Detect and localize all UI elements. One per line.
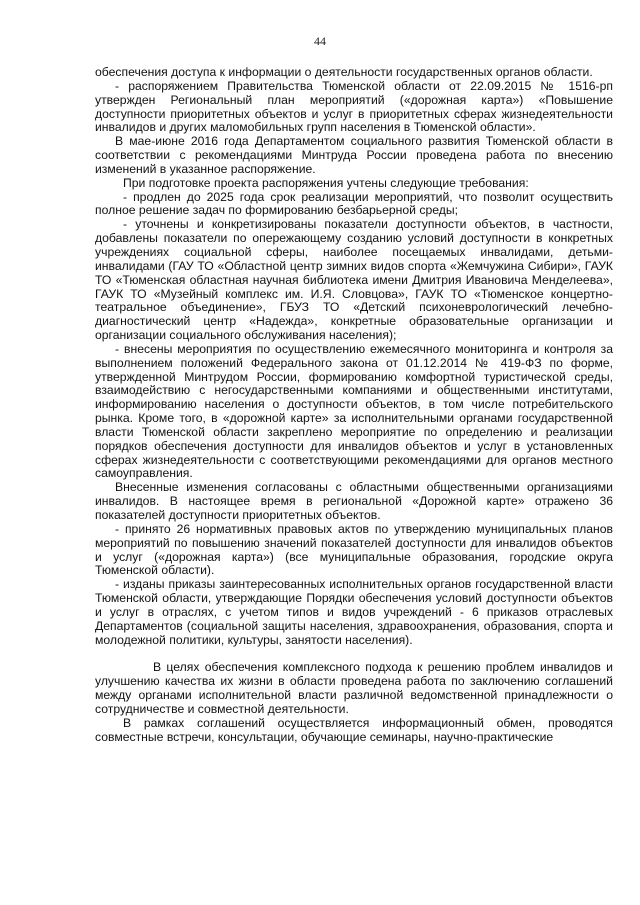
paragraph-orders-issued: - изданы приказы заинтересованных исполнительных органов государственной власти Тюменской области, утверждающие Порядки обеспечения условий доступности объектов и услуг в отраслях, с учетом типов и видов учреждений - 6 приказов отраслевых Департаментов (социальной защиты населения, здравоохранения, образования, спорта и молодежной политики, культуры, занятости населения). (95, 577, 613, 647)
paragraph-acts-adopted: - принято 26 нормативных правовых актов по утверждению муниципальных планов мероприятий по повышению значений показателей доступности для инвалидов объектов и услуг («дорожная карта») (все муниципальные образования, городские округа Тюменской области). (95, 521, 613, 578)
paragraph-agreed: Внесенные изменения согласованы с областными общественными организациями инвалидов. В настоящее время в региональной «Дорожной карте» отражено 36 показателей доступности приоритетных объектов. (95, 480, 613, 522)
paragraph-requirements-intro: При подготовке проекта распоряжения учтены следующие требования: (123, 175, 529, 190)
paragraph-measures: - внесены мероприятия по осуществлению ежемесячного мониторинга и контроля за выполнением положений Федерального закона от 01.12.2014 № 419-ФЗ по форме, утвержденной Минтрудом России, формированию комфортной туристической среды, взаимодействию с негосударственными компаниями и общественными институтами, информированию населения о доступности объектов, в том числе потребительского рынка. Кроме того, в «дорожной карте» за исполнительными органами государственной власти Тюменской области закреплено мероприятие по определению и реализации порядков обеспечения доступности для инвалидов объектов и услуг в установленных сферах жизнедеятельности с соответствующими рекомендациями для органов местного самоуправления. (95, 341, 613, 481)
paragraph-comprehensive-approach: В целях обеспечения комплексного подхода к решению проблем инвалидов и улучшению качества их жизни в области проведена работа по заключению соглашений между органами исполнительной власти различной ведомственной принадлежности о сотрудничестве и совместной деятельности. (95, 660, 613, 716)
paragraph-continuation: обеспечения доступа к информации о деятельности государственных органов области. (95, 65, 593, 79)
paragraph-agreements: В рамках соглашений осуществляется информационный обмен, проводятся совместные встречи, консультации, обучающие семинары, научно-практические (95, 715, 613, 744)
paragraph-regulation: - распоряжением Правительства Тюменской области от 22.09.2015 № 1516-рп утвержден Региональный план мероприятий («дорожная карта») «Повышение доступности приоритетных объектов и услуг в приоритетных сферах жизнедеятельности инвалидов и других маломобильных групп населения в Тюменской области». (95, 78, 613, 135)
paragraph-gap (95, 647, 613, 661)
paragraph-indicators: - уточнены и конкретизированы показатели доступности объектов, в частности, добавлены показатели по опережающему созданию условий доступности в конкретных учреждениях социальной сферы, наиболее посещаемых инвалидами, детьми-инвалидами (ГАУ ТО «Областной центр зимних видов спорта «Жемчужина Сибири», ГАУК ТО «Тюменская областная научная библиотека имени Дмитрия Ивановича Менделеева», ГАУК ТО «Музейный комплекс им. И.Я. Словцова», ГАУК ТО «Тюменское концертно-театральное объединение», ГБУЗ ТО «Детский психоневрологический лечебно-диагностический центр «Надежда», конкретные образовательные организации и организации социального обслуживания населения); (95, 217, 613, 343)
paragraph-extended-term: - продлен до 2025 года срок реализации мероприятий, что позволит осуществить полное решение задач по формированию безбарьерной среды; (95, 189, 613, 218)
document-body (95, 66, 613, 745)
paragraph-may-june: В мае-июне 2016 года Департаментом социального развития Тюменской области в соответствии с рекомендациями Минтруда России проведена работа по внесению изменений в указанное распоряжение. (95, 134, 613, 176)
page-number: 44 (314, 34, 326, 48)
